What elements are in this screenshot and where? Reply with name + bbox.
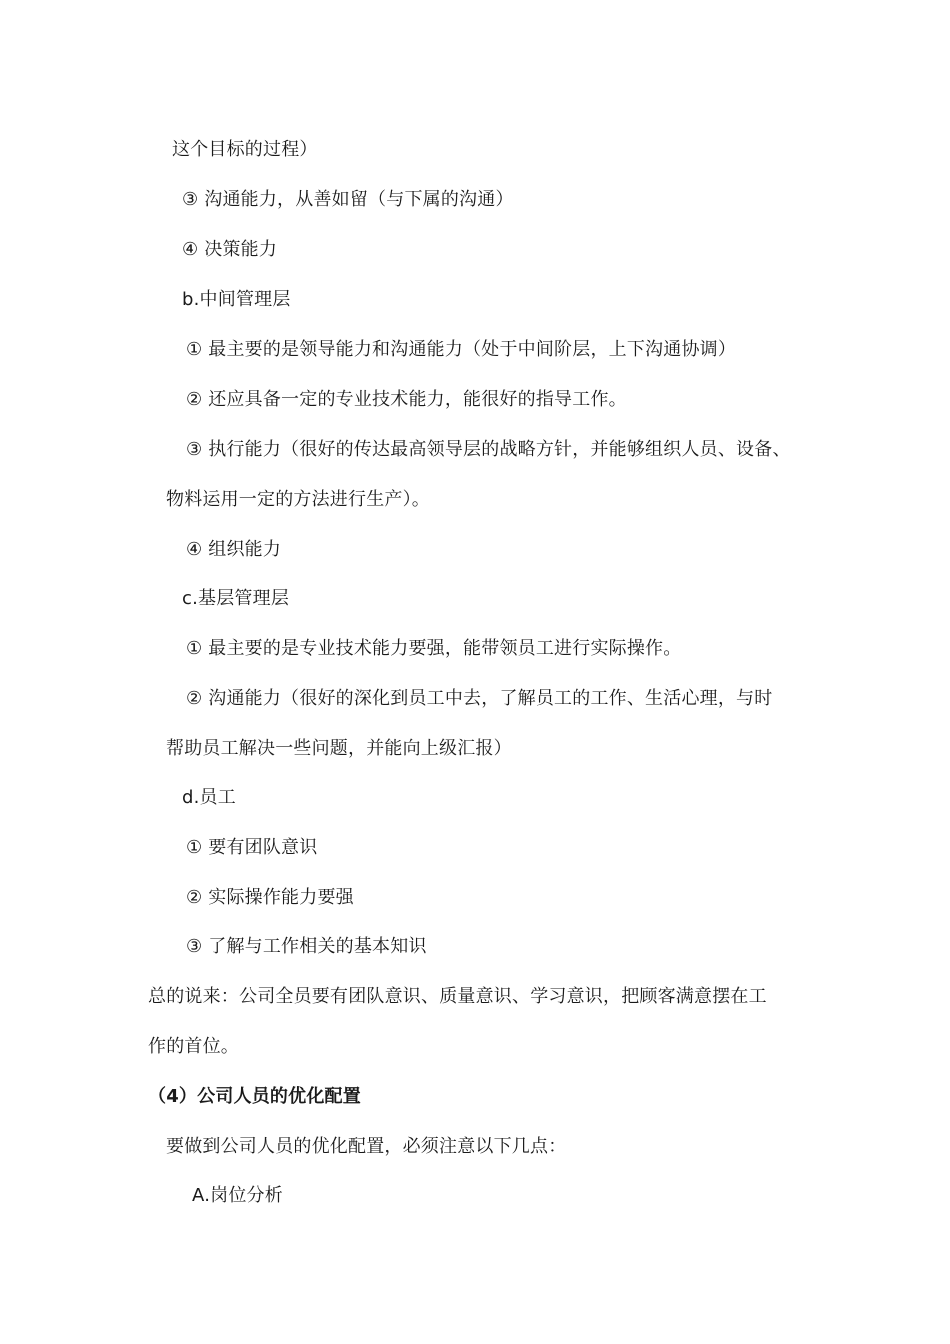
text-line: ① 最主要的是领导能力和沟通能力（处于中间阶层，上下沟通协调） (186, 339, 737, 360)
text-line: ③ 沟通能力，从善如留（与下属的沟通） (182, 189, 514, 210)
text-line: 要做到公司人员的优化配置，必须注意以下几点： (166, 1136, 567, 1157)
section-heading: b.中间管理层 (182, 289, 291, 310)
section-heading: d.员工 (182, 787, 236, 808)
text-line: ③ 执行能力（很好的传达最高领导层的战略方针，并能够组织人员、设备、 (186, 439, 791, 460)
section-heading: A.岗位分析 (192, 1185, 283, 1206)
text-line: ① 最主要的是专业技术能力要强，能带领员工进行实际操作。 (186, 638, 682, 659)
text-line: 物料运用一定的方法进行生产）。 (166, 489, 430, 510)
text-line: ② 还应具备一定的专业技术能力，能很好的指导工作。 (186, 389, 627, 410)
text-line: ① 要有团队意识 (186, 837, 318, 858)
summary-line: 总的说来：公司全员要有团队意识、质量意识、学习意识，把顾客满意摆在工 (148, 986, 767, 1007)
summary-line: 作的首位。 (148, 1036, 239, 1057)
section-heading: c.基层管理层 (182, 588, 290, 609)
text-line: ④ 决策能力 (182, 239, 278, 260)
text-line: ② 沟通能力（很好的深化到员工中去，了解员工的工作、生活心理，与时 (186, 688, 773, 709)
text-line: 帮助员工解决一些问题，并能向上级汇报） (166, 738, 512, 759)
text-line: ③ 了解与工作相关的基本知识 (186, 936, 427, 957)
text-line: ④ 组织能力 (186, 539, 282, 560)
text-line: 这个目标的过程） (172, 139, 318, 160)
section-title: （4）公司人员的优化配置 (148, 1086, 361, 1107)
text-line: ② 实际操作能力要强 (186, 887, 354, 908)
